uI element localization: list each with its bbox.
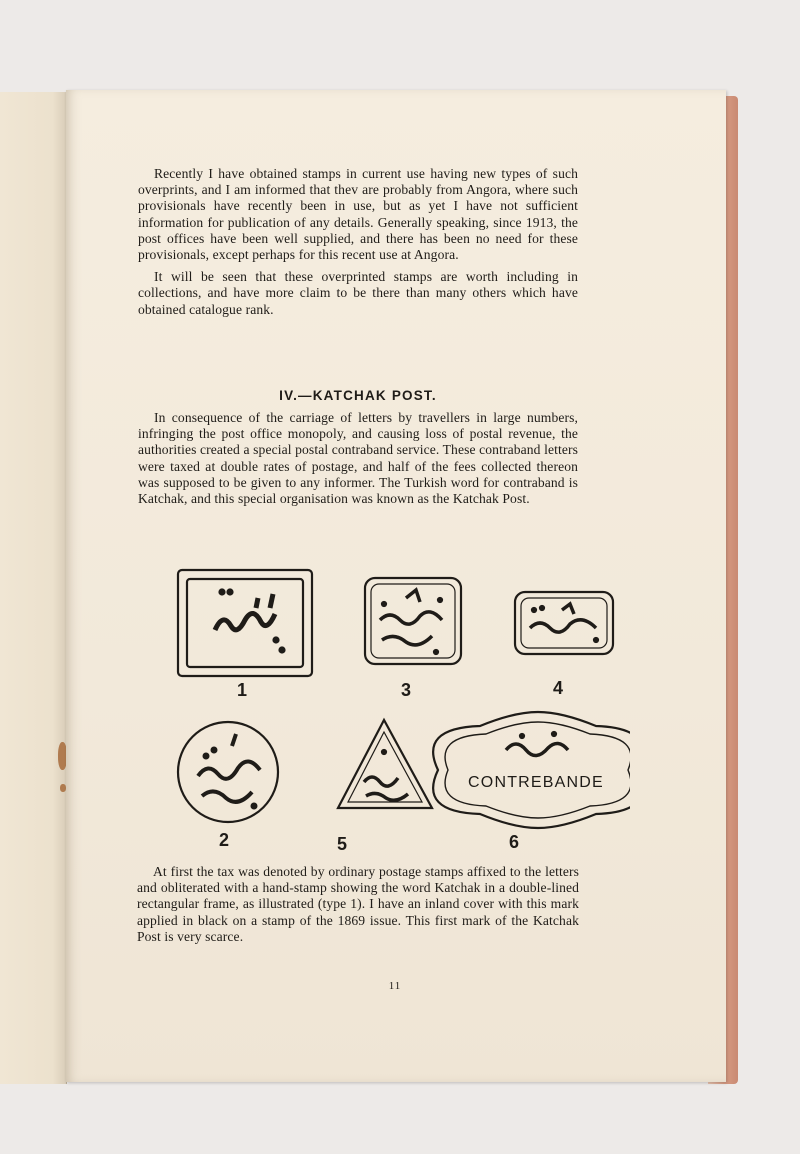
- section-heading: IV.—KATCHAK POST.: [279, 388, 437, 403]
- katchak-marks-illustration: [170, 560, 630, 860]
- stamp-marks-figure: [170, 560, 630, 860]
- middle-text: [138, 410, 578, 513]
- top-text: [138, 166, 578, 324]
- bottom-text: [137, 864, 579, 951]
- left-page-edge: [0, 92, 67, 1084]
- stamp-number-6: 6: [508, 832, 520, 852]
- paragraph-overprinted: It will be seen that these overprinted stamps are worth including in collections, and have more claim to be there than many others which have obtained catalogue rank.: [138, 269, 578, 317]
- stamp-type-4: [515, 592, 613, 654]
- stamp-type-6: [433, 712, 630, 828]
- paragraph-katchak: In consequence of the carriage of letters by travellers in large numbers, infringing the post office monopoly, and causing loss of postal revenue, the authorities created a special postal contraband service. These contraband letters were taxed at double rates of postage, and half of the fees collected thereon was supposed to be given to any informer. The Turkish word for contraband is Katchak, and this special organisation was known as the Katchak Post.: [138, 410, 578, 507]
- stamp-type-2: [178, 722, 278, 822]
- paragraph-recently: Recently I have obtained stamps in current use having new types of such overprints, and I am informed that thev are probably from Angora, where such provisionals have recently been in use, but as yet I have not sufficient information for publication of any details. Generally speaking, since 1913, the post offices have been well supplied, and there has been no need for these provisionals, except perhaps for this recent use at Angora.: [138, 166, 578, 263]
- stamp-6-inscription: CONTREBANDE: [468, 774, 604, 791]
- stamp-number-2: 2: [218, 830, 230, 850]
- stamp-number-3: 3: [400, 680, 412, 700]
- paragraph-at-first: At first the tax was denoted by ordinary postage stamps affixed to the letters and obliterated with a hand-stamp showing the word Katchak in a double-lined rectangular frame, as illustrated (type 1). I have an inland cover with this mark applied in black on a stamp of the 1869 issue. This first mark of the Katchak Post is very scarce.: [137, 864, 579, 944]
- stamp-number-4: 4: [552, 678, 564, 698]
- page-number: 11: [388, 980, 402, 992]
- stamp-type-1: [178, 570, 312, 676]
- stamp-type-3: [365, 578, 461, 664]
- stamp-number-5: 5: [336, 834, 348, 854]
- stamp-number-1: 1: [236, 680, 248, 700]
- stamp-type-5: [338, 720, 432, 808]
